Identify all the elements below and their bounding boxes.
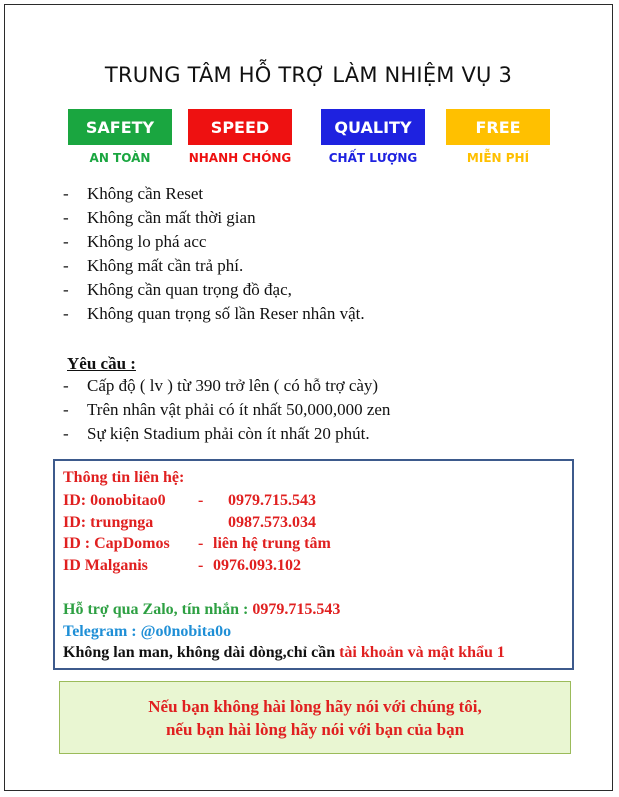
list-item: - Cấp độ ( lv ) từ 390 trở lên ( có hỗ trợ cày) — [63, 376, 379, 395]
list-item: - Không cần quan trọng đồ đạc, — [63, 280, 292, 299]
contact-heading: Thông tin liên hệ: — [63, 469, 185, 486]
document-page — [4, 4, 613, 791]
badge-quality-caption: CHẤT LƯỢNG — [328, 151, 418, 165]
list-item: - Sự kiện Stadium phải còn ít nhất 20 phút. — [63, 424, 370, 443]
badge-speed-caption: NHANH CHÓNG — [188, 151, 292, 165]
badge-safety-caption: AN TOÀN — [89, 151, 151, 165]
contact-box — [53, 459, 574, 670]
list-item: - Không lo phá acc — [63, 232, 207, 251]
badge-quality: QUALITY — [321, 109, 425, 145]
note-line: Nếu bạn không hài lòng hãy nói với chúng tôi, — [148, 696, 482, 716]
list-item: - Không cần Reset — [63, 184, 204, 203]
requirements-list — [63, 374, 390, 446]
contact-entry: ID Malganis - 0976.093.102 — [63, 557, 301, 574]
feedback-note — [59, 681, 571, 754]
list-item: - Không cần mất thời gian — [63, 208, 256, 227]
contact-entry: ID : CapDomos - liên hệ trung tâm — [63, 535, 331, 552]
telegram-contact: Telegram : @o0nobita0o — [63, 623, 232, 640]
list-item: - Trên nhân vật phải có ít nhất 50,000,000 zen — [63, 400, 391, 419]
page-title: TRUNG TÂM HỖ TRỢ LÀM NHIỆM VỤ 3 — [104, 63, 513, 87]
list-item: - Không quan trọng số lần Reser nhân vật. — [63, 304, 365, 323]
badge-free-caption: MIỄN PHÍ — [466, 151, 530, 165]
zalo-support: Hỗ trợ qua Zalo, tín nhắn : 0979.715.543 — [63, 601, 341, 618]
benefits-list — [63, 182, 365, 326]
note-line: nếu bạn hài lòng hãy nói với bạn của bạn — [165, 719, 465, 739]
contact-footer: Không lan man, không dài dòng,chỉ cần tài khoản và mật khẩu 1 — [63, 644, 505, 661]
list-item: - Không mất cần trả phí. — [63, 256, 244, 275]
badge-free: FREE — [446, 109, 550, 145]
badge-speed: SPEED — [188, 109, 292, 145]
requirements-heading: Yêu cầu : — [67, 354, 136, 373]
contact-entry: ID: trungnga 0987.573.034 — [63, 514, 316, 531]
contact-entry: ID: 0onobitao0 - 0979.715.543 — [63, 492, 316, 509]
badge-safety: SAFETY — [68, 109, 172, 145]
